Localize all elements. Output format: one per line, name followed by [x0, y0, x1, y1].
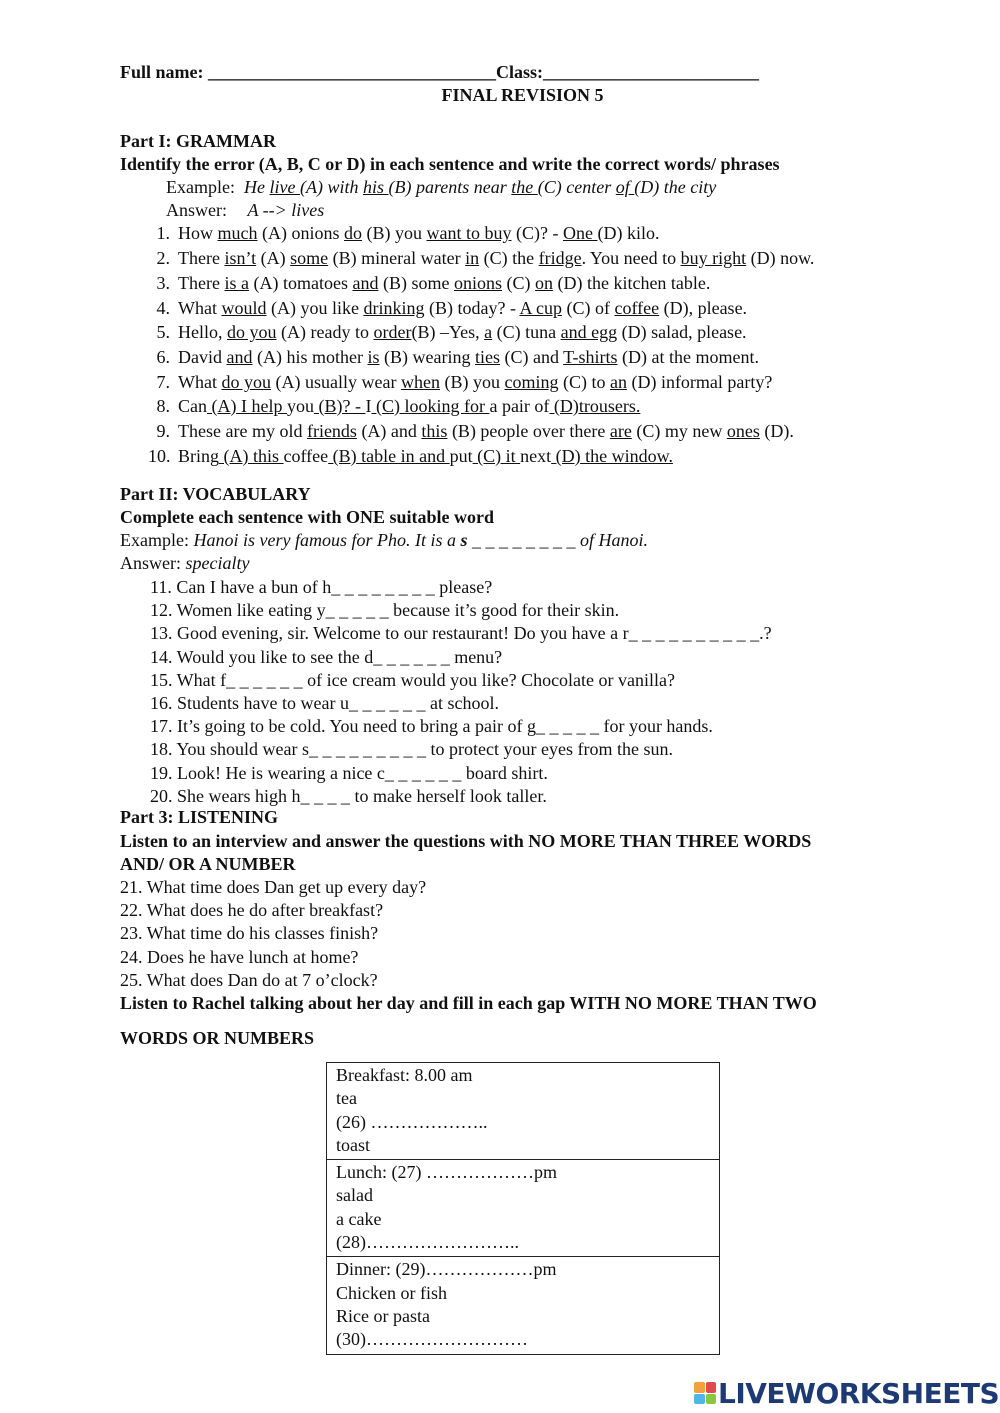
grammar-item: 8. Can (A) I help you (B)? - I (C) looking for a pair of (D)trousers. — [156, 396, 641, 416]
listening-question: 21. What time does Dan get up every day? — [120, 877, 427, 897]
breakfast-cell: Breakfast: 8.00 am tea (26) ……………….. toast — [327, 1063, 720, 1160]
grammar-item: 9. These are my old friends (A) and this (B) people over there are (C) my new ones (D). — [156, 421, 794, 441]
grammar-item: 7. What do you (A) usually wear when (B) you coming (C) to an (D) informal party? — [156, 372, 773, 392]
part2-answer: Answer: specialty — [120, 553, 250, 573]
vocab-item: 19. Look! He is wearing a nice c_ _ _ _ _ _ board shirt. — [150, 762, 548, 783]
vocab-item: 15. What f_ _ _ _ _ _ of ice cream would you like? Chocolate or vanilla? — [150, 669, 676, 690]
name-class-line: Full name: ________________________________Class:________________________ — [120, 62, 759, 82]
rachel-meal-table — [326, 1062, 720, 1355]
grammar-item: 4. What would (A) you like drinking (B) today? - A cup (C) of coffee (D), please. — [156, 298, 748, 318]
example-sentence: He live (A) with his (B) parents near the (C) center of (D) the city — [243, 177, 717, 197]
grammar-item: 3. There is a (A) tomatoes and (B) some onions (C) on (D) the kitchen table. — [156, 273, 711, 293]
grammar-item: 2. There isn’t (A) some (B) mineral water in (C) the fridge. You need to buy right (D) now. — [156, 248, 815, 268]
part2-instruction: Complete each sentence with ONE suitable word — [120, 507, 494, 527]
vocab-item: 20. She wears high h_ _ _ _ to make herself look taller. — [150, 785, 547, 806]
page-title: FINAL REVISION 5 — [441, 85, 604, 105]
part1-instruction: Identify the error (A, B, C or D) in each sentence and write the correct words/ phrases — [120, 154, 780, 174]
part3-instruction-line2: AND/ OR A NUMBER — [120, 854, 296, 874]
liveworksheets-logo — [694, 1378, 999, 1408]
vocab-item: 17. It’s going to be cold. You need to bring a pair of g_ _ _ _ _ for your hands. — [150, 716, 713, 737]
part3-heading: Part 3: LISTENING — [120, 807, 279, 827]
lunch-cell: Lunch: (27) ………………pm salad a cake (28)…………………….. — [327, 1160, 720, 1257]
vocab-item: 13. Good evening, sir. Welcome to our restaurant! Do you have a r_ _ _ _ _ _ _ _ _ _.? — [150, 623, 772, 644]
answer-label: Answer: — [166, 200, 227, 220]
dinner-cell: Dinner: (29)………………pm Chicken or fish Rice or pasta (30)……………………… — [327, 1257, 720, 1354]
logo-text: LIVEWORKSHEETS — [718, 1376, 1000, 1410]
table-row — [327, 1257, 720, 1354]
part1-example — [166, 176, 716, 198]
grammar-item: 5. Hello, do you (A) ready to order(B) –Yes, a (C) tuna and egg (D) salad, please. — [156, 322, 747, 342]
answer-value: A --> lives — [247, 200, 325, 220]
vocab-item: 14. Would you like to see the d_ _ _ _ _ _ menu? — [150, 646, 503, 667]
part3-instruction2-line1: Listen to Rachel talking about her day and fill in each gap WITH NO MORE THAN TWO — [120, 993, 817, 1013]
vocab-item: 18. You should wear s_ _ _ _ _ _ _ _ _ to protect your eyes from the sun. — [150, 739, 673, 760]
listening-question: 25. What does Dan do at 7 o’clock? — [120, 969, 378, 990]
part2-example: Example: Hanoi is very famous for Pho. It is a s _ _ _ _ _ _ _ _ of Hanoi. — [120, 530, 649, 550]
example-label: Example: — [166, 177, 235, 197]
part1-answer — [166, 199, 324, 221]
liveworksheets-logo-icon — [694, 1382, 716, 1404]
table-row — [327, 1063, 720, 1160]
table-row — [327, 1160, 720, 1257]
grammar-item: 1. How much (A) onions do (B) you want to buy (C)? - One (D) kilo. — [156, 223, 660, 243]
vocab-item: 16. Students have to wear u_ _ _ _ _ _ at school. — [150, 693, 499, 713]
vocab-item: 11. Can I have a bun of h_ _ _ _ _ _ _ _ please? — [150, 577, 493, 597]
listening-question: 24. Does he have lunch at home? — [120, 946, 359, 967]
listening-question: 22. What does he do after breakfast? — [120, 900, 384, 921]
listening-question: 23. What time do his classes finish? — [120, 923, 379, 944]
grammar-item: 6. David and (A) his mother is (B) wearing ties (C) and T-shirts (D) at the moment. — [156, 347, 759, 367]
part3-instruction2-line2: WORDS OR NUMBERS — [120, 1028, 315, 1048]
vocab-item: 12. Women like eating y_ _ _ _ _ because it’s good for their skin. — [150, 600, 620, 621]
part2-heading: Part II: VOCABULARY — [120, 484, 311, 504]
part1-heading: Part I: GRAMMAR — [120, 131, 276, 151]
grammar-item: 10. Bring (A) this coffee (B) table in and put (C) it next (D) the window. — [148, 446, 673, 466]
part3-instruction-line1: Listen to an interview and answer the questions with NO MORE THAN THREE WORDS — [120, 831, 812, 851]
